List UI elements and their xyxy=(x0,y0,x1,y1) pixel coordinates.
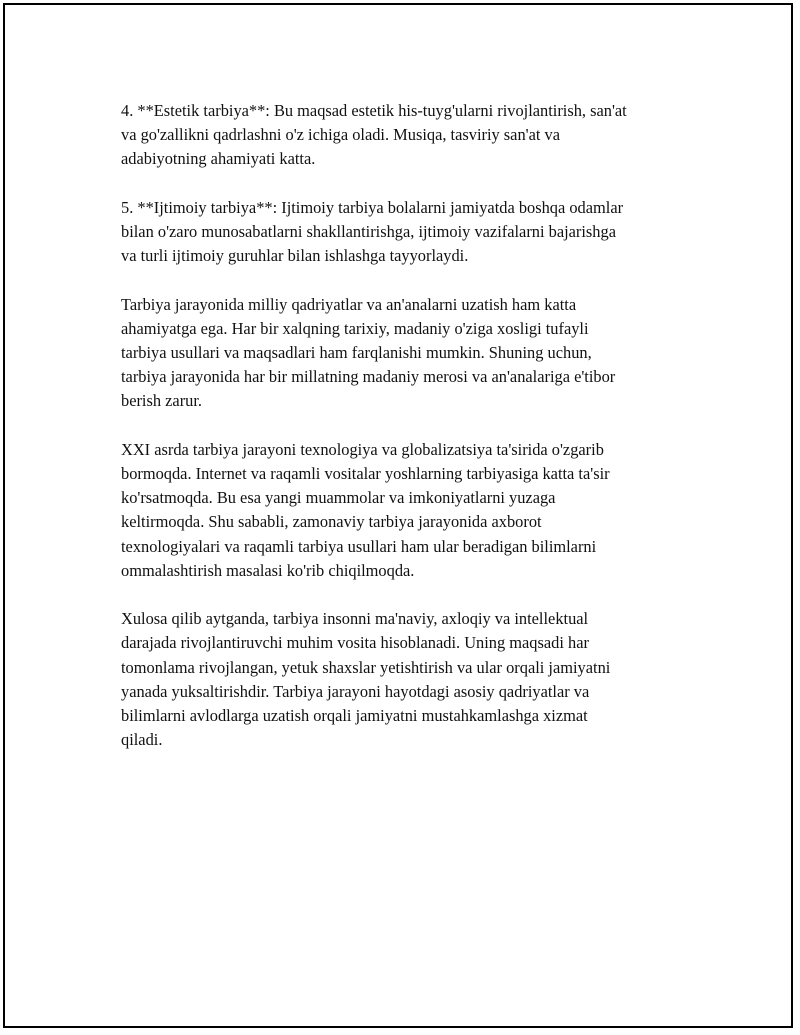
paragraph-milliy-qadriyatlar xyxy=(121,293,701,414)
text-line: tomonlama rivojlangan, yetuk shaxslar yetishtirish va ular orqali jamiyatni xyxy=(121,657,611,677)
text-line: adabiyotning ahamiyati katta. xyxy=(121,149,316,169)
text-line: ommalashtirish masalasi ko'rib chiqilmoqda. xyxy=(121,560,415,580)
text-line: bormoqda. Internet va raqamli vositalar yoshlarning tarbiyasiga katta ta'sir xyxy=(121,464,610,483)
text-line: ahamiyatga ega. Har bir xalqning tarixiy, madaniy o'ziga xosligi tufayli xyxy=(121,318,589,338)
document-body xyxy=(121,99,701,777)
text-line: bilan o'zaro munosabatlarni shakllantirishga, ijtimoiy vazifalarni bajarishga xyxy=(121,222,616,241)
text-line: berish zarur. xyxy=(121,391,203,411)
text-line: yanada yuksaltirishdir. Tarbiya jarayoni hayotdagi asosiy qadriyatlar va xyxy=(121,681,590,701)
text-line: tarbiya usullari va maqsadlari ham farqlanishi mumkin. Shuning uchun, xyxy=(121,343,592,362)
text-line: keltirmoqda. Shu sababli, zamonaviy tarbiya jarayonida axborot xyxy=(121,512,542,532)
text-line: va go'zallikni qadrlashni o'z ichiga oladi. Musiqa, tasviriy san'at va xyxy=(121,125,561,145)
paragraph-estetik-tarbiya xyxy=(121,99,701,172)
paragraph-xulosa xyxy=(121,607,701,752)
paragraph-xxi-asr xyxy=(121,438,701,583)
text-line: Tarbiya jarayonida milliy qadriyatlar va an'analarni uzatish ham katta xyxy=(121,294,577,314)
text-line: Xulosa qilib aytganda, tarbiya insonni ma'naviy, axloqiy va intellektual xyxy=(121,609,589,629)
text-line: 5. **Ijtimoiy tarbiya**: Ijtimoiy tarbiya bolalarni jamiyatda boshqa odamlar xyxy=(121,197,624,217)
text-line: va turli ijtimoiy guruhlar bilan ishlashga tayyorlaydi. xyxy=(121,246,469,266)
text-line: bilimlarni avlodlarga uzatish orqali jamiyatni mustahkamlashga xizmat xyxy=(121,706,588,726)
text-line: tarbiya jarayonida har bir millatning madaniy merosi va an'analariga e'tibor xyxy=(121,367,616,387)
paragraph-ijtimoiy-tarbiya xyxy=(121,196,701,269)
document-page xyxy=(3,3,793,1028)
text-line: ko'rsatmoqda. Bu esa yangi muammolar va imkoniyatlarni yuzaga xyxy=(121,488,556,508)
text-line: 4. **Estetik tarbiya**: Bu maqsad estetik his-tuyg'ularni rivojlantirish, san'at xyxy=(121,101,627,120)
text-line: texnologiyalari va raqamli tarbiya usullari ham ular beradigan bilimlarni xyxy=(121,536,597,556)
text-line: qiladi. xyxy=(121,730,163,750)
text-line: XXI asrda tarbiya jarayoni texnologiya va globalizatsiya ta'sirida o'zgarib xyxy=(121,439,604,459)
text-line: darajada rivojlantiruvchi muhim vosita hisoblanadi. Uning maqsadi har xyxy=(121,633,589,653)
